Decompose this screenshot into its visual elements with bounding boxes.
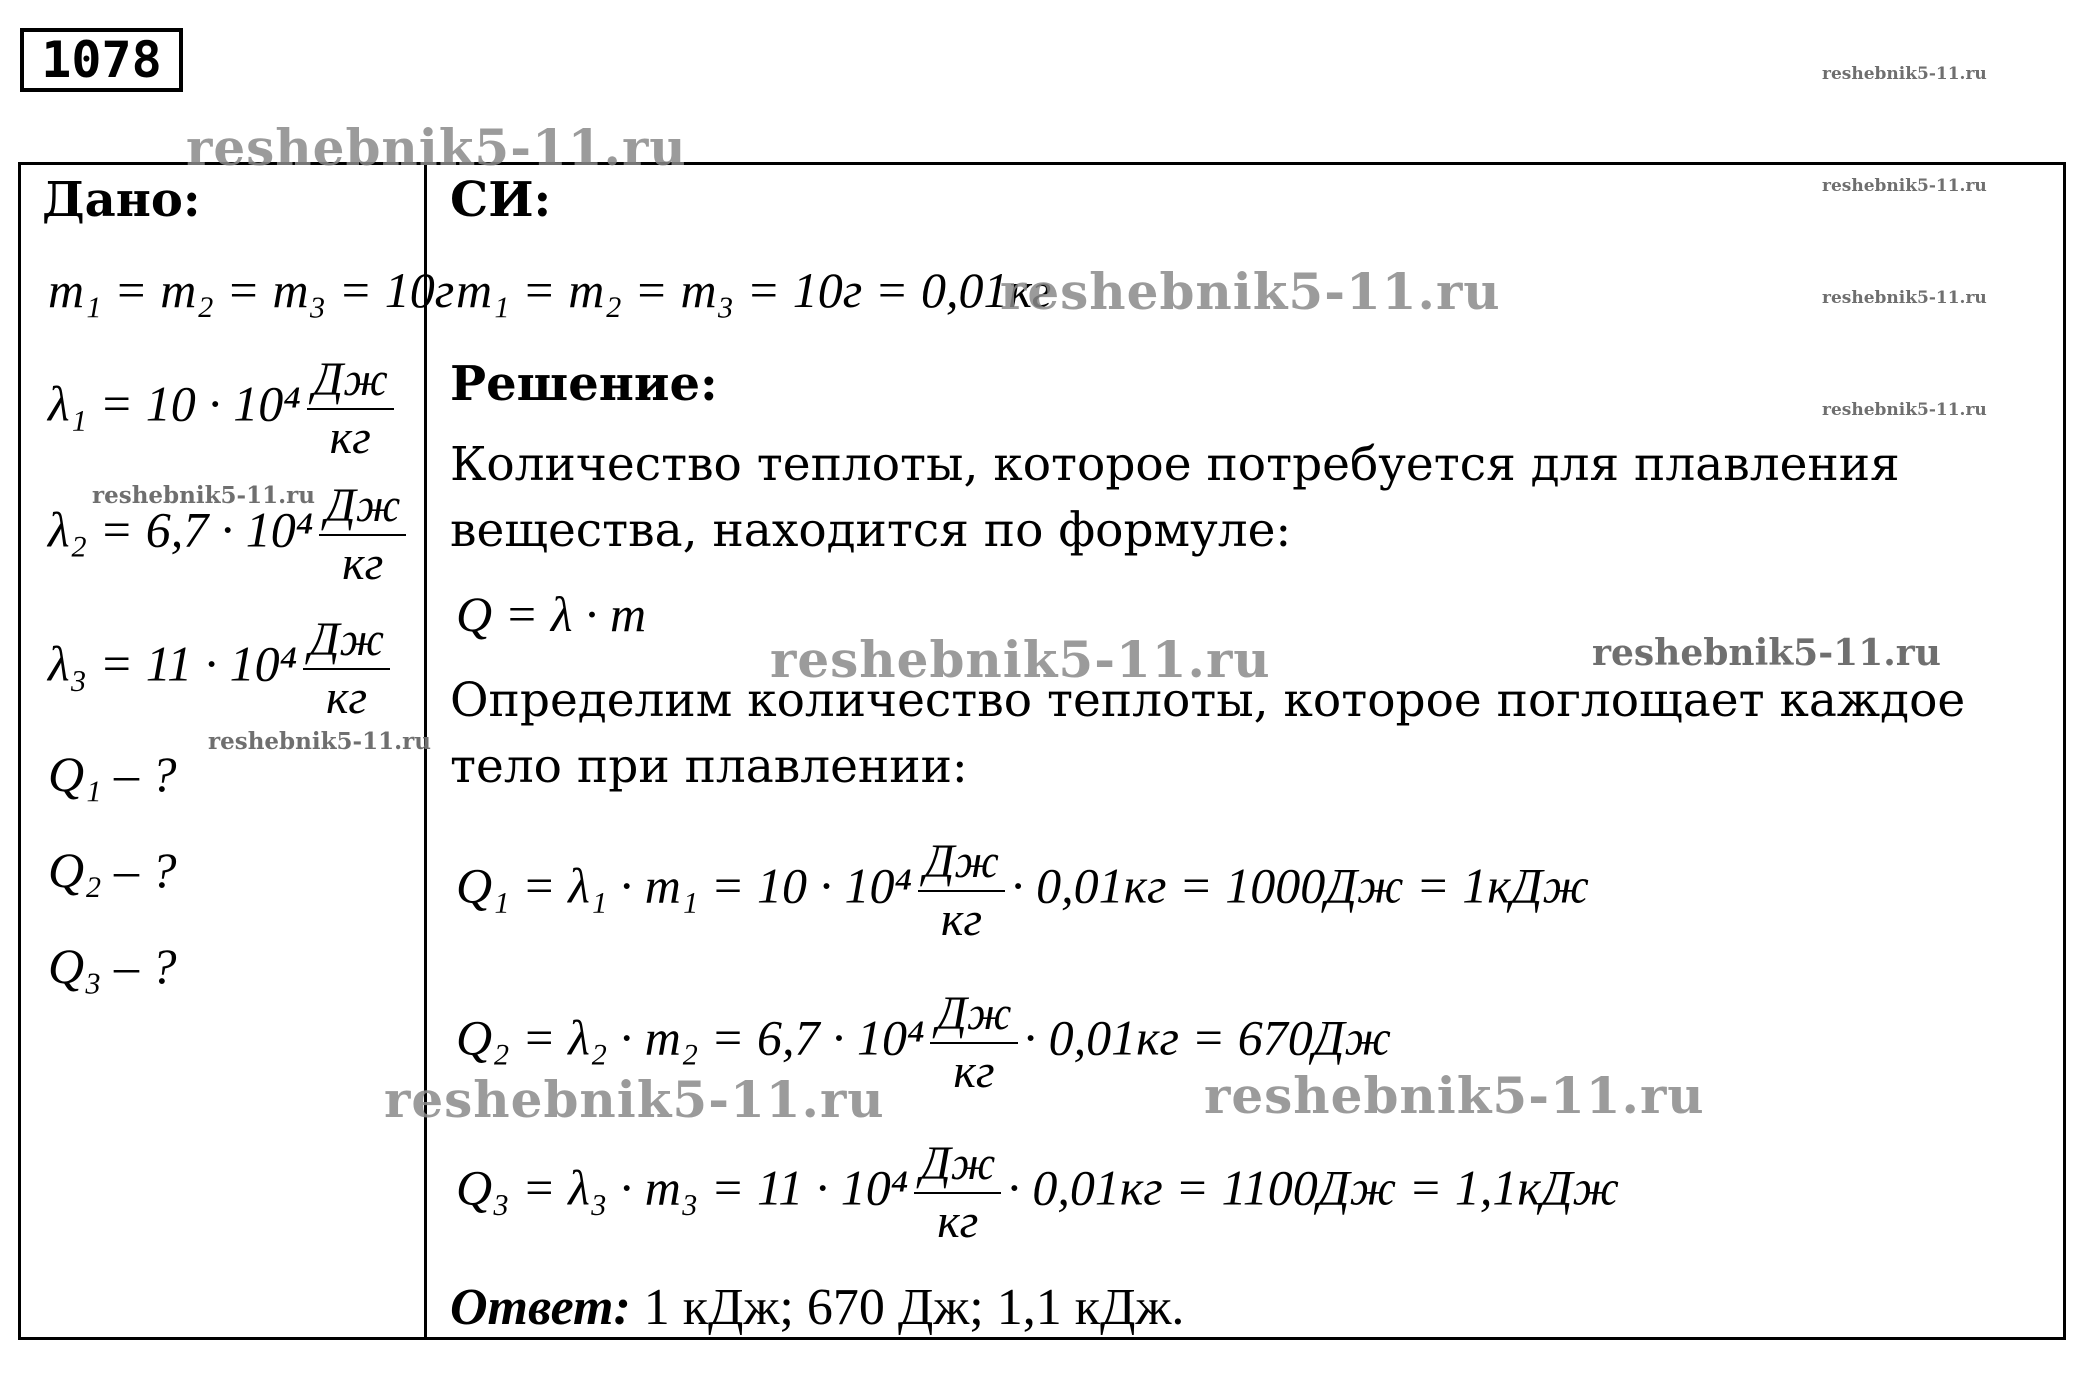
equation-q2: Q₂ = λ₂ · m₂ = 6,7 · 10⁴ $\frac{Дж}{кг}$ · 0,01кг = 670Дж bbox=[456, 987, 1392, 1098]
watermark: reshebnik5-11.ru bbox=[1000, 262, 1501, 321]
si-conversion: m₁ = m₂ = m₃ = 10г = 0,01кг bbox=[456, 262, 1052, 318]
watermark: reshebnik5-11.ru bbox=[1204, 1066, 1705, 1125]
watermark: reshebnik5-11.ru bbox=[770, 630, 1271, 689]
given-masses: m₁ = m₂ = m₃ = 10г bbox=[48, 262, 455, 318]
find-q1: Q₁ – ? bbox=[48, 746, 177, 802]
unit-fraction: $\frac{Дж}{кг}$ bbox=[918, 834, 1005, 948]
solution-heading: Решение: bbox=[450, 356, 718, 412]
answer-label: Ответ: bbox=[450, 1279, 631, 1336]
watermark: reshebnik5-11.ru bbox=[92, 482, 315, 509]
equation-q3: Q₃ = λ₃ · m₃ = 11 · 10⁴ $\frac{Дж}{кг}$ · 0,01кг = 1100Дж = 1,1кДж bbox=[456, 1137, 1620, 1248]
given-lambda-1: λ₁ = 10 · 10⁴ $\frac{Дж}{кг}$ bbox=[48, 352, 400, 466]
unit-fraction: $\frac{Дж}{кг}$ bbox=[319, 478, 406, 592]
watermark: reshebnik5-11.ru bbox=[1822, 288, 1987, 308]
heat-formula: Q = λ · m bbox=[456, 586, 647, 642]
equation-q1: Q₁ = λ₁ · m₁ = 10 · 10⁴ $\frac{Дж}{кг}$ · 0,01кг = 1000Дж = 1кДж bbox=[456, 835, 1589, 946]
unit-fraction: $\frac{Дж}{кг}$ bbox=[303, 612, 390, 726]
answer-text: 1 кДж; 670 Дж; 1,1 кДж. bbox=[630, 1279, 1185, 1336]
unit-fraction: $\frac{Дж}{кг}$ bbox=[930, 986, 1017, 1100]
watermark: reshebnik5-11.ru bbox=[1822, 64, 1987, 84]
watermark: reshebnik5-11.ru bbox=[1822, 400, 1987, 420]
solution-paragraph-2-line-2: тело при плавлении: bbox=[450, 739, 968, 794]
problem-number: 1078 bbox=[20, 28, 183, 92]
given-lambda-2: λ₂ = 6,7 · 10⁴ $\frac{Дж}{кг}$ bbox=[48, 478, 412, 592]
find-q2: Q₂ – ? bbox=[48, 842, 177, 898]
watermark: reshebnik5-11.ru bbox=[1822, 176, 1987, 196]
given-heading: Дано: bbox=[42, 172, 201, 228]
solution-paragraph-1-line-1: Количество теплоты, которое потребуется для плавления bbox=[450, 437, 1900, 492]
solution-paragraph-2-line-1: Определим количество теплоты, которое поглощает каждое bbox=[450, 673, 1966, 728]
watermark: reshebnik5-11.ru bbox=[186, 118, 687, 177]
watermark: reshebnik5-11.ru bbox=[1592, 632, 1941, 674]
watermark: reshebnik5-11.ru bbox=[384, 1070, 885, 1129]
unit-fraction: $\frac{Дж}{кг}$ bbox=[307, 352, 394, 466]
si-heading: СИ: bbox=[450, 172, 552, 228]
solution-paragraph-1-line-2: вещества, находится по формуле: bbox=[450, 503, 1292, 558]
answer-line bbox=[450, 1278, 1184, 1338]
watermark: reshebnik5-11.ru bbox=[208, 728, 431, 755]
given-lambda-3: λ₃ = 11 · 10⁴ $\frac{Дж}{кг}$ bbox=[48, 612, 396, 726]
unit-fraction: $\frac{Дж}{кг}$ bbox=[914, 1136, 1001, 1250]
find-q3: Q₃ – ? bbox=[48, 938, 177, 994]
